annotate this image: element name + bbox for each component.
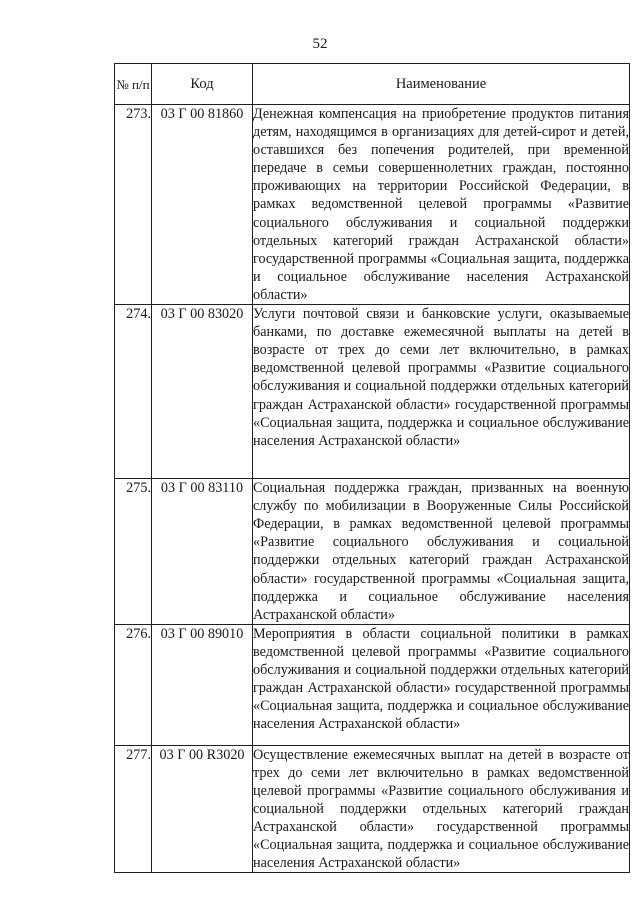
row-code: 03 Г 00 89010 [152, 624, 253, 745]
row-number: 276. [115, 624, 152, 745]
header-name: Наименование [253, 64, 630, 105]
page-number: 52 [312, 36, 328, 52]
budget-classification-table [114, 63, 630, 873]
row-name: Осуществление ежемесячных выплат на детей в возрасте от трех до семи лет включительно в рамках ведомственной целевой программы «Развитие социального обслуживания и социальной поддержки отдельных категорий граждан Астраханской области» государственной программы «Социальная защита, поддержка и социальное обслуживание населения Астраханской области» [253, 746, 629, 872]
row-name: Услуги почтовой связи и банковские услуги, оказываемые банками, по доставке ежемесячной выплаты на детей в возрасте от трех до семи лет включительно, в рамках ведомственной целевой программы «Развитие социального обслуживания и социальной поддержки отдельных категорий граждан Астраханской области» государственной программы «Социальная защита, поддержка и социальное обслуживание населения Астраханской области» [253, 305, 630, 479]
row-name: Мероприятия в области социальной политики в рамках ведомственной целевой программы «Развитие социального обслуживания и социальной поддержки отдельных категорий граждан Астраханской области» государственной программы «Социальная защита, поддержка и социальное обслуживание населения Астраханской области» [253, 624, 630, 745]
table-row [115, 624, 630, 745]
row-code: 03 Г 00 83020 [152, 305, 253, 479]
header-code: Код [152, 64, 253, 105]
row-number: 277. [115, 745, 152, 873]
table-header-row [115, 64, 630, 105]
row-number: 274. [115, 305, 152, 479]
row-code: 03 Г 00 81860 [152, 105, 253, 305]
row-number: 275. [115, 479, 152, 625]
header-number: № п/п [115, 64, 152, 105]
row-name: Социальная поддержка граждан, призванных на военную службу по мобилизации в Вооруженные Силы Российской Федерации, в рамках ведомственной целевой программы «Развитие социального обслуживания и социальной поддержки отдельных категорий граждан Астраханской области» государственной программы «Социальная защита, поддержка и социальное обслуживание населения Астраханской области» [253, 480, 629, 623]
table-row [115, 305, 630, 479]
table-row [115, 105, 630, 305]
row-number: 273. [115, 105, 152, 305]
table-row [115, 745, 630, 873]
table-row [115, 479, 630, 625]
row-code: 03 Г 00 R3020 [152, 745, 253, 873]
row-code: 03 Г 00 83110 [152, 479, 253, 625]
row-name: Денежная компенсация на приобретение продуктов питания детям, находящимся в организациях для детей-сирот и детей, оставшихся без попечения родителей, при временной передаче в семьи совершеннолетних граждан, постоянно проживающих на территории Российской Федерации, в рамках ведомственной целевой программы «Развитие социального обслуживания и социальной поддержки отдельных категорий граждан Астраханской области» государственной программы «Социальная защита, поддержка и социальное обслуживание населения Астраханской области» [253, 106, 629, 303]
